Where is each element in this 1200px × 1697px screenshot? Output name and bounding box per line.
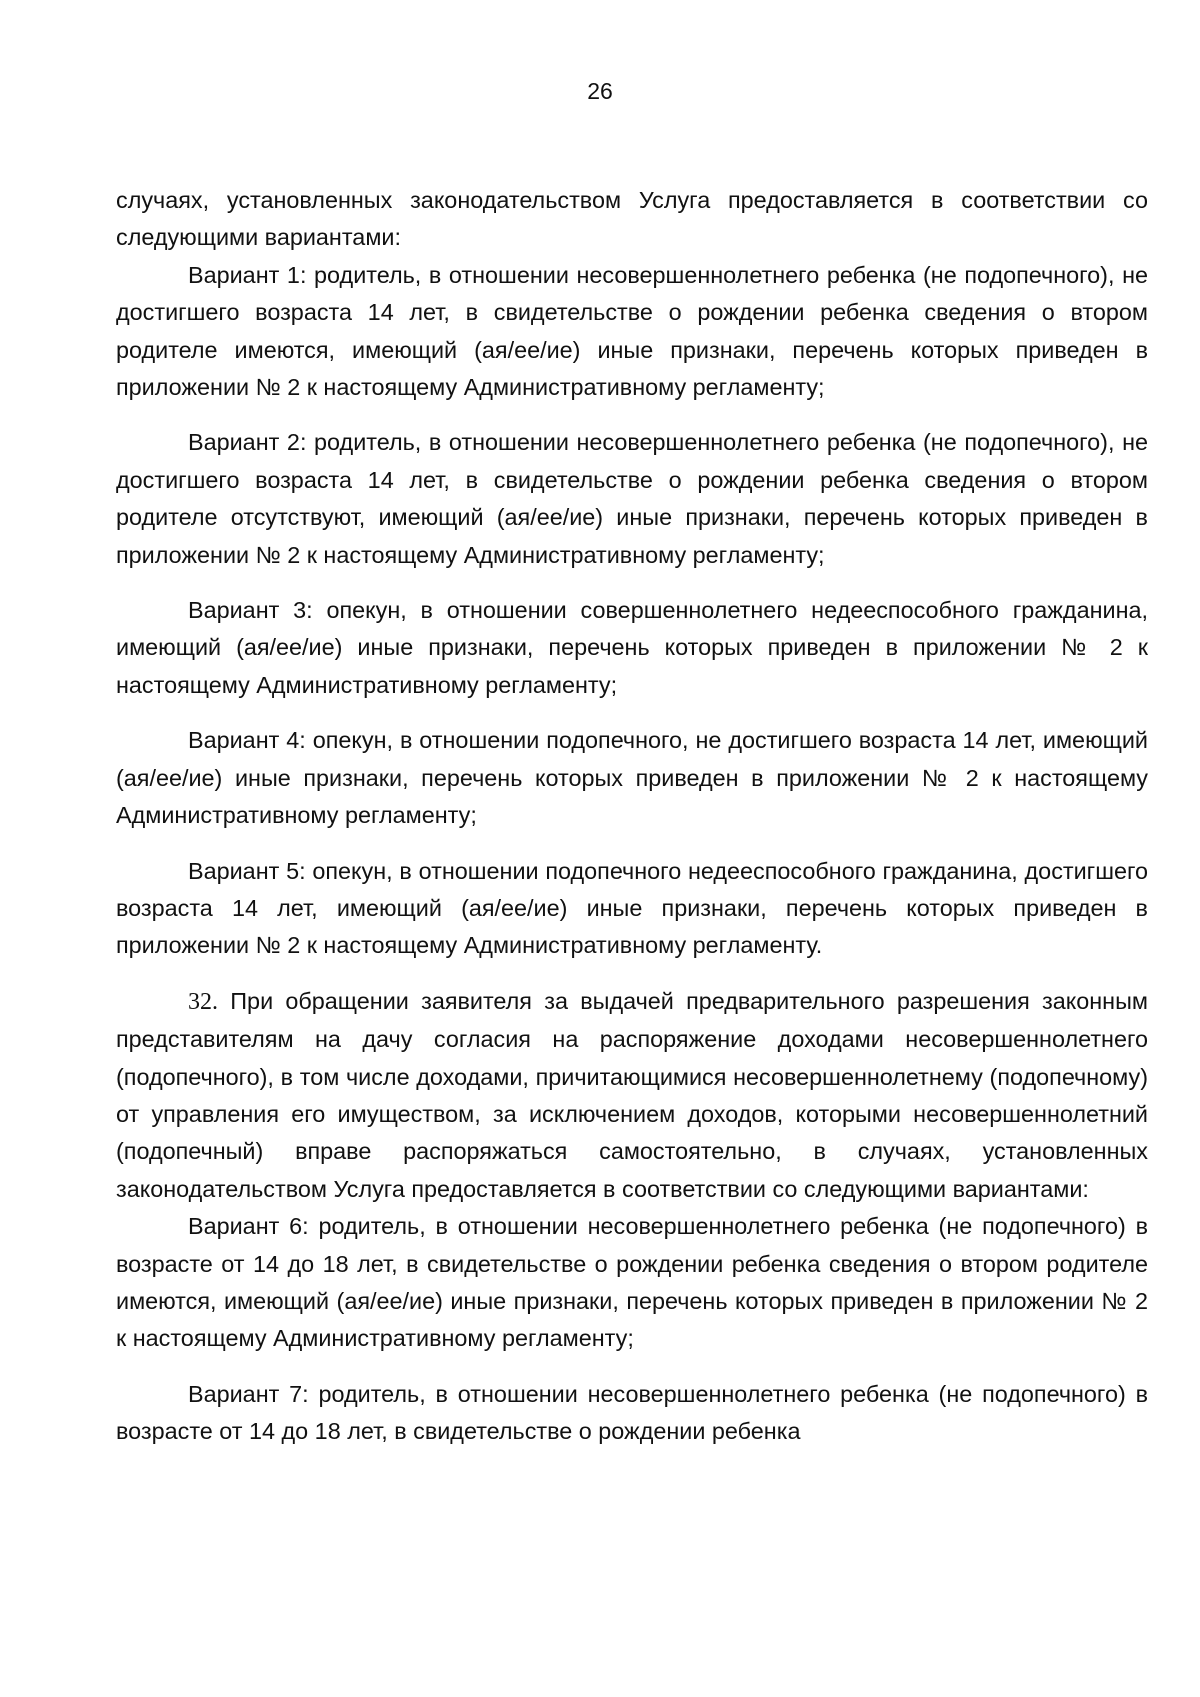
clause-text: При обращении заявителя за выдачей предварительного разрешения законным представителям на дачу согласия на распоряжение доходами несовершеннолетнего (подопечного), в том числе доходами, причитающимися несовершеннолетнему (подопечному) от управления его имуществом, за исключением доходов, которыми несовершеннолетний (подопечный) вправе распоряжаться самостоятельно, в случаях, установленных законодательством Услуга предоставляется в соответствии со следующими вариантами: [116, 987, 1148, 1202]
paragraph-variant-5: Вариант 5: опекун, в отношении подопечного недееспособного гражданина, достигшего возраста 14 лет, имеющий (ая/ее/ие) иные признаки, перечень которых приведен в приложении № 2 к настоящему Административному регламенту. [116, 857, 1148, 959]
paragraph-variant-2: Вариант 2: родитель, в отношении несовершеннолетнего ребенка (не подопечного), не достигшего возраста 14 лет, в свидетельстве о рождении ребенка сведения о втором родителе отсутствуют, имеющий (ая/ее/ие) иные признаки, перечень которых приведен в приложении № 2 к настоящему Административному регламенту; [116, 429, 1148, 568]
paragraph-clause-32 [116, 983, 1148, 1208]
paragraph-variant-4: Вариант 4: опекун, в отношении подопечного, не достигшего возраста 14 лет, имеющий (ая/ее/ие) иные признаки, перечень которых приведен в приложении № 2 к настоящему Административному регламенту; [116, 727, 1148, 829]
paragraph-continuation: случаях, установленных законодательством Услуга предоставляется в соответствии со следующими вариантами: [116, 187, 1148, 251]
paragraph-variant-6: Вариант 6: родитель, в отношении несовершеннолетнего ребенка (не подопечного) в возрасте от 14 до 18 лет, в свидетельстве о рождении ребенка сведения о втором родителе имеются, имеющий (ая/ее/ие) иные признаки, перечень которых приведен в приложении № 2 к настоящему Административному регламенту; [116, 1213, 1148, 1352]
page-number: 26 [587, 78, 613, 104]
document-body [116, 182, 1148, 1451]
paragraph-variant-7: Вариант 7: родитель, в отношении несовершеннолетнего ребенка (не подопечного) в возрасте от 14 до 18 лет, в свидетельстве о рождении ребенка [116, 1380, 1148, 1445]
clause-number: 32. [188, 988, 218, 1015]
paragraph-variant-3: Вариант 3: опекун, в отношении совершеннолетнего недееспособного гражданина, имеющий (ая/ее/ие) иные признаки, перечень которых приведен в приложении № 2 к настоящему Административному регламенту; [116, 597, 1148, 698]
paragraph-variant-1: Вариант 1: родитель, в отношении несовершеннолетнего ребенка (не подопечного), не достигшего возраста 14 лет, в свидетельстве о рождении ребенка сведения о втором родителе имеются, имеющий (ая/ее/ие) иные признаки, перечень которых приведен в приложении № 2 к настоящему Административному регламенту; [116, 261, 1148, 401]
